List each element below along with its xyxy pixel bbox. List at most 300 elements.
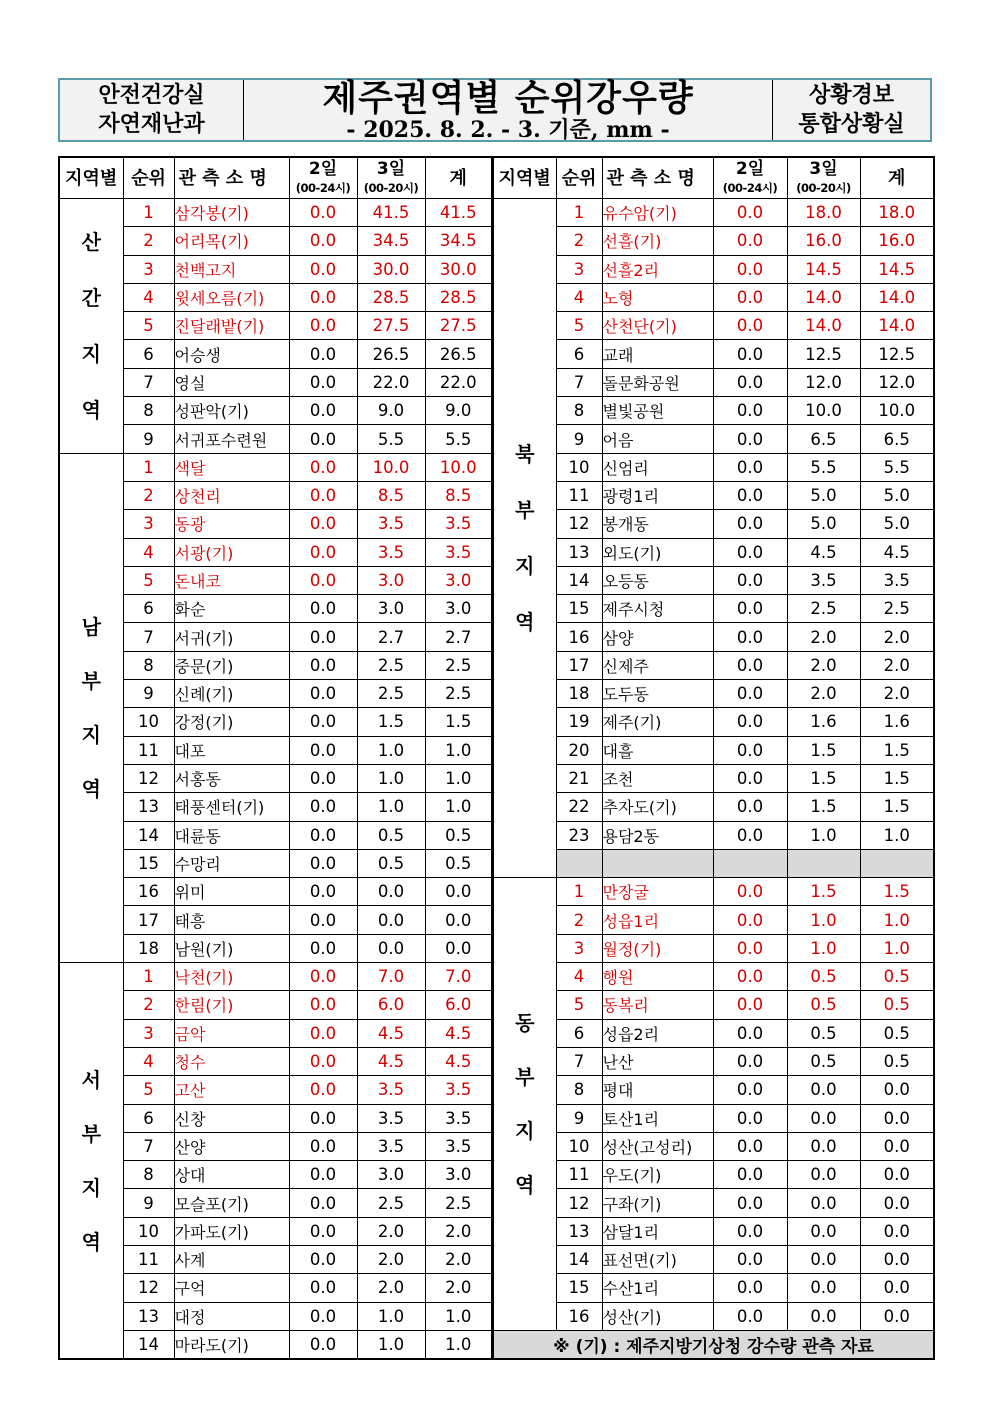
day1-rain: 0.0 xyxy=(289,199,357,227)
station-name: 상천리 xyxy=(174,481,289,509)
station-name: 외도(기) xyxy=(602,538,713,566)
station-name: 진달래밭(기) xyxy=(174,312,289,340)
day1-rain: 0.0 xyxy=(713,651,787,679)
total-rain: 3.5 xyxy=(425,1132,492,1160)
rank-cell: 11 xyxy=(123,1245,174,1273)
table-row xyxy=(493,934,934,962)
region-char: 북 xyxy=(515,442,535,467)
station-name: 삼양 xyxy=(602,623,713,651)
day1-rain: 0.0 xyxy=(713,566,787,594)
total-rain: 30.0 xyxy=(425,255,492,283)
day2-rain: 3.5 xyxy=(357,510,425,538)
total-rain: 12.5 xyxy=(860,340,934,368)
station-name: 용담2동 xyxy=(602,821,713,849)
day1-rain: 0.0 xyxy=(713,934,787,962)
day2-rain: 3.5 xyxy=(787,566,860,594)
table-row xyxy=(59,623,492,651)
rank-cell: 1 xyxy=(123,453,174,481)
station-name: 수망리 xyxy=(174,849,289,877)
day1-rain: 0.0 xyxy=(289,764,357,792)
table-row xyxy=(493,736,934,764)
day2-rain: 1.0 xyxy=(357,1302,425,1330)
station-name: 어음 xyxy=(602,425,713,453)
table-row xyxy=(59,1330,492,1359)
day2-rain: 0.5 xyxy=(787,963,860,991)
total-rain: 1.0 xyxy=(425,1302,492,1330)
day2-rain: 0.0 xyxy=(787,1217,860,1245)
rank-cell: 15 xyxy=(556,1274,602,1302)
day1-rain: 0.0 xyxy=(289,1302,357,1330)
blank-cell xyxy=(787,849,860,877)
total-rain: 34.5 xyxy=(425,227,492,255)
table-row xyxy=(493,1245,934,1273)
region-label-north xyxy=(493,199,556,878)
table-row xyxy=(493,425,934,453)
rank-cell: 11 xyxy=(123,736,174,764)
rank-cell: 2 xyxy=(123,481,174,509)
station-name: 유수암(기) xyxy=(602,199,713,227)
day1-rain: 0.0 xyxy=(289,227,357,255)
station-name: 추자도(기) xyxy=(602,793,713,821)
day1-rain: 0.0 xyxy=(713,510,787,538)
rank-cell: 10 xyxy=(556,453,602,481)
total-rain: 1.0 xyxy=(425,736,492,764)
table-row xyxy=(493,764,934,792)
day1-rain: 0.0 xyxy=(289,481,357,509)
table-row xyxy=(493,963,934,991)
day1-rain: 0.0 xyxy=(713,1076,787,1104)
table-row xyxy=(59,708,492,736)
station-name: 강정(기) xyxy=(174,708,289,736)
table-row xyxy=(493,1161,934,1189)
day2-rain: 5.0 xyxy=(787,481,860,509)
day1-rain: 0.0 xyxy=(289,1274,357,1302)
table-row xyxy=(59,878,492,906)
region-char: 지 xyxy=(81,341,101,366)
rank-cell: 15 xyxy=(556,595,602,623)
day1-rain: 0.0 xyxy=(713,1047,787,1075)
day1-rain: 0.0 xyxy=(289,963,357,991)
table-row xyxy=(493,538,934,566)
rank-cell: 3 xyxy=(556,255,602,283)
station-name: 광령1리 xyxy=(602,481,713,509)
total-rain: 10.0 xyxy=(860,397,934,425)
rank-cell: 10 xyxy=(123,1217,174,1245)
total-rain: 6.0 xyxy=(425,991,492,1019)
day2-rain: 0.0 xyxy=(787,1132,860,1160)
rank-cell: 4 xyxy=(123,283,174,311)
day2-rain: 2.0 xyxy=(787,651,860,679)
rank-cell: 9 xyxy=(123,680,174,708)
rank-cell: 17 xyxy=(556,651,602,679)
table-row xyxy=(493,1217,934,1245)
rank-cell: 1 xyxy=(556,199,602,227)
table-row xyxy=(493,1104,934,1132)
rank-cell: 2 xyxy=(123,991,174,1019)
table-row xyxy=(493,651,934,679)
day1-rain: 0.0 xyxy=(713,680,787,708)
station-name: 봉개동 xyxy=(602,510,713,538)
total-rain: 0.0 xyxy=(860,1076,934,1104)
day2-rain: 18.0 xyxy=(787,199,860,227)
total-rain: 7.0 xyxy=(425,963,492,991)
station-name: 사계 xyxy=(174,1245,289,1273)
table-row xyxy=(493,340,934,368)
total-rain: 2.0 xyxy=(860,651,934,679)
day1-rain: 0.0 xyxy=(713,1104,787,1132)
station-name: 가파도(기) xyxy=(174,1217,289,1245)
station-name: 고산 xyxy=(174,1076,289,1104)
rank-cell: 5 xyxy=(123,566,174,594)
total-rain: 0.0 xyxy=(860,1302,934,1330)
day1-rain: 0.0 xyxy=(289,1076,357,1104)
day1-rain: 0.0 xyxy=(289,397,357,425)
day1-rain: 0.0 xyxy=(289,906,357,934)
station-name: 신례(기) xyxy=(174,680,289,708)
day2-rain: 9.0 xyxy=(357,397,425,425)
total-rain: 27.5 xyxy=(425,312,492,340)
total-rain: 2.0 xyxy=(425,1217,492,1245)
region-char: 역 xyxy=(81,1229,101,1254)
region-char: 간 xyxy=(81,285,101,310)
rank-cell: 1 xyxy=(123,963,174,991)
total-rain: 1.5 xyxy=(860,764,934,792)
day2-rain: 1.0 xyxy=(357,793,425,821)
day2-rain: 3.0 xyxy=(357,1161,425,1189)
station-name: 서귀포수련원 xyxy=(174,425,289,453)
total-rain: 8.5 xyxy=(425,481,492,509)
day1-rain: 0.0 xyxy=(289,991,357,1019)
station-name: 월정(기) xyxy=(602,934,713,962)
station-name: 색달 xyxy=(174,453,289,481)
page-subtitle: - 2025. 8. 2. - 3. 기준, mm - xyxy=(346,117,670,143)
report-header xyxy=(58,78,932,142)
day2-rain: 1.5 xyxy=(357,708,425,736)
col-total: 계 xyxy=(860,157,934,199)
station-name: 산천단(기) xyxy=(602,312,713,340)
station-name: 선흘(기) xyxy=(602,227,713,255)
station-name: 신제주 xyxy=(602,651,713,679)
total-rain: 5.0 xyxy=(860,481,934,509)
region-char: 부 xyxy=(515,498,535,523)
day2-rain: 0.0 xyxy=(787,1245,860,1273)
day2-rain: 28.5 xyxy=(357,283,425,311)
blank-row xyxy=(493,849,934,877)
station-name: 조천 xyxy=(602,764,713,792)
day2-rain: 2.0 xyxy=(357,1274,425,1302)
day2-rain: 5.0 xyxy=(787,510,860,538)
rank-cell: 2 xyxy=(556,906,602,934)
rank-cell: 13 xyxy=(556,1217,602,1245)
station-name: 남원(기) xyxy=(174,934,289,962)
station-name: 노형 xyxy=(602,283,713,311)
footnote-row xyxy=(493,1330,934,1359)
total-rain: 1.0 xyxy=(425,1330,492,1359)
day2-rain: 10.0 xyxy=(787,397,860,425)
office-line1: 상황경보 xyxy=(808,83,894,108)
day2-rain: 0.5 xyxy=(357,821,425,849)
rank-cell: 7 xyxy=(123,623,174,651)
region-char: 남 xyxy=(81,614,101,639)
rank-cell: 13 xyxy=(123,1302,174,1330)
total-rain: 5.0 xyxy=(860,510,934,538)
day2-rain: 0.0 xyxy=(787,1274,860,1302)
day2-rain: 4.5 xyxy=(357,1019,425,1047)
total-rain: 2.5 xyxy=(425,1189,492,1217)
table-row xyxy=(59,312,492,340)
col-total: 계 xyxy=(425,157,492,199)
total-rain: 3.5 xyxy=(425,510,492,538)
day1-rain: 0.0 xyxy=(713,963,787,991)
rank-cell: 14 xyxy=(556,1245,602,1273)
total-rain: 41.5 xyxy=(425,199,492,227)
rank-cell: 3 xyxy=(556,934,602,962)
total-rain: 1.0 xyxy=(860,821,934,849)
rank-cell: 11 xyxy=(556,1161,602,1189)
day1-rain: 0.0 xyxy=(289,651,357,679)
station-name: 성판악(기) xyxy=(174,397,289,425)
day1-rain: 0.0 xyxy=(713,793,787,821)
total-rain: 22.0 xyxy=(425,368,492,396)
day1-rain: 0.0 xyxy=(289,793,357,821)
station-name: 삼각봉(기) xyxy=(174,199,289,227)
day1-rain: 0.0 xyxy=(713,312,787,340)
total-rain: 2.5 xyxy=(425,651,492,679)
rank-cell: 3 xyxy=(123,255,174,283)
rainfall-table-right xyxy=(492,156,935,1360)
total-rain: 1.0 xyxy=(860,906,934,934)
table-row xyxy=(493,227,934,255)
rank-cell: 12 xyxy=(556,1189,602,1217)
blank-cell xyxy=(860,849,934,877)
table-row xyxy=(59,397,492,425)
total-rain: 4.5 xyxy=(860,538,934,566)
day1-rain: 0.0 xyxy=(713,708,787,736)
day1-rain: 0.0 xyxy=(289,453,357,481)
region-char: 부 xyxy=(81,668,101,693)
day2-rain: 8.5 xyxy=(357,481,425,509)
station-name: 삼달1리 xyxy=(602,1217,713,1245)
total-rain: 1.5 xyxy=(425,708,492,736)
day2-rain: 1.5 xyxy=(787,878,860,906)
region-char: 역 xyxy=(515,1173,535,1197)
table-row xyxy=(59,368,492,396)
table-row xyxy=(493,1132,934,1160)
station-name: 행원 xyxy=(602,963,713,991)
office-box xyxy=(772,80,930,140)
table-row xyxy=(59,199,492,227)
station-name: 낙천(기) xyxy=(174,963,289,991)
total-rain: 14.5 xyxy=(860,255,934,283)
day1-rain: 0.0 xyxy=(289,538,357,566)
day2-rain: 0.0 xyxy=(787,1104,860,1132)
day1-rain: 0.0 xyxy=(289,1189,357,1217)
day1-rain: 0.0 xyxy=(289,1019,357,1047)
station-name: 성읍1리 xyxy=(602,906,713,934)
rank-cell: 9 xyxy=(123,1189,174,1217)
table-row xyxy=(493,368,934,396)
table-row xyxy=(493,1047,934,1075)
day1-rain: 0.0 xyxy=(713,538,787,566)
day1-rain: 0.0 xyxy=(289,878,357,906)
rank-cell: 12 xyxy=(123,764,174,792)
day2-rain: 0.0 xyxy=(787,1161,860,1189)
table-row xyxy=(493,566,934,594)
station-name: 위미 xyxy=(174,878,289,906)
day2-rain: 14.0 xyxy=(787,312,860,340)
table-row xyxy=(59,1217,492,1245)
total-rain: 0.5 xyxy=(860,963,934,991)
rank-cell: 6 xyxy=(556,340,602,368)
table-row xyxy=(59,255,492,283)
table-row xyxy=(59,1245,492,1273)
station-name: 신창 xyxy=(174,1104,289,1132)
footnote: ※ (기) : 제주지방기상청 강수량 관측 자료 xyxy=(493,1330,934,1359)
day1-rain: 0.0 xyxy=(713,453,787,481)
day1-rain: 0.0 xyxy=(289,1132,357,1160)
total-rain: 0.0 xyxy=(860,1245,934,1273)
total-rain: 1.5 xyxy=(860,878,934,906)
total-rain: 1.6 xyxy=(860,708,934,736)
region-label-south xyxy=(59,453,123,962)
day1-rain: 0.0 xyxy=(713,199,787,227)
rank-cell: 8 xyxy=(123,1161,174,1189)
department-line1: 안전건강실 xyxy=(98,83,205,108)
table-row xyxy=(59,906,492,934)
day1-rain: 0.0 xyxy=(713,595,787,623)
day2-rain: 0.5 xyxy=(787,1047,860,1075)
rank-cell: 16 xyxy=(123,878,174,906)
table-row xyxy=(493,312,934,340)
day1-rain: 0.0 xyxy=(289,1245,357,1273)
table-row xyxy=(59,510,492,538)
department-box xyxy=(60,80,244,140)
station-name: 한림(기) xyxy=(174,991,289,1019)
table-row xyxy=(493,1302,934,1330)
rank-cell: 22 xyxy=(556,793,602,821)
rank-cell: 4 xyxy=(123,1047,174,1075)
table-row xyxy=(59,595,492,623)
total-rain: 1.0 xyxy=(425,764,492,792)
station-name: 신엄리 xyxy=(602,453,713,481)
total-rain: 1.0 xyxy=(425,793,492,821)
total-rain: 14.0 xyxy=(860,312,934,340)
day1-rain: 0.0 xyxy=(289,340,357,368)
table-row xyxy=(493,453,934,481)
title-box xyxy=(243,78,773,143)
col-day2: 3일 (00-20시) xyxy=(787,157,860,199)
station-name: 서광(기) xyxy=(174,538,289,566)
station-name: 돌문화공원 xyxy=(602,368,713,396)
rank-cell: 12 xyxy=(556,510,602,538)
rank-cell: 5 xyxy=(556,991,602,1019)
total-rain: 0.0 xyxy=(425,878,492,906)
day2-rain: 1.0 xyxy=(787,934,860,962)
total-rain: 2.0 xyxy=(860,680,934,708)
rank-cell: 13 xyxy=(556,538,602,566)
day2-rain: 12.0 xyxy=(787,368,860,396)
rank-cell: 6 xyxy=(123,1104,174,1132)
station-name: 태흥 xyxy=(174,906,289,934)
station-name: 선흘2리 xyxy=(602,255,713,283)
day1-rain: 0.0 xyxy=(289,1104,357,1132)
col-day2: 3일 (00-20시) xyxy=(357,157,425,199)
day2-rain: 2.5 xyxy=(357,680,425,708)
station-name: 성산(고성리) xyxy=(602,1132,713,1160)
station-name: 동복리 xyxy=(602,991,713,1019)
rank-cell: 6 xyxy=(123,595,174,623)
table-row xyxy=(59,538,492,566)
table-row xyxy=(493,878,934,906)
table-row xyxy=(59,1274,492,1302)
rank-cell: 15 xyxy=(123,849,174,877)
station-name: 구좌(기) xyxy=(602,1189,713,1217)
blank-cell xyxy=(713,849,787,877)
rainfall-table-left xyxy=(58,156,493,1360)
col-day1: 2일 (00-24시) xyxy=(713,157,787,199)
day2-rain: 0.0 xyxy=(787,1076,860,1104)
col-rank: 순위 xyxy=(556,157,602,199)
region-char: 부 xyxy=(515,1065,535,1089)
day1-rain: 0.0 xyxy=(713,1245,787,1273)
rank-cell: 5 xyxy=(123,1076,174,1104)
region-label-mountain xyxy=(59,199,123,454)
station-name: 영실 xyxy=(174,368,289,396)
day2-rain: 3.5 xyxy=(357,1132,425,1160)
day1-rain: 0.0 xyxy=(713,1161,787,1189)
total-rain: 4.5 xyxy=(425,1019,492,1047)
total-rain: 2.5 xyxy=(860,595,934,623)
day2-rain: 0.5 xyxy=(787,1019,860,1047)
rank-cell: 9 xyxy=(556,1104,602,1132)
station-name: 성산(기) xyxy=(602,1302,713,1330)
rank-cell: 3 xyxy=(123,1019,174,1047)
day2-rain: 27.5 xyxy=(357,312,425,340)
day1-rain: 0.0 xyxy=(289,1330,357,1359)
rank-cell: 14 xyxy=(556,566,602,594)
station-name: 도두동 xyxy=(602,680,713,708)
rank-cell: 17 xyxy=(123,906,174,934)
region-label-east xyxy=(493,878,556,1331)
rank-cell: 8 xyxy=(556,1076,602,1104)
day2-rain: 1.5 xyxy=(787,736,860,764)
region-label-west xyxy=(59,963,123,1360)
table-row xyxy=(493,481,934,509)
station-name: 제주시청 xyxy=(602,595,713,623)
day1-rain: 0.0 xyxy=(289,510,357,538)
rank-cell: 4 xyxy=(556,283,602,311)
total-rain: 3.5 xyxy=(425,1104,492,1132)
day1-rain: 0.0 xyxy=(713,397,787,425)
day1-rain: 0.0 xyxy=(713,1217,787,1245)
station-name: 난산 xyxy=(602,1047,713,1075)
total-rain: 2.7 xyxy=(425,623,492,651)
station-name: 중문(기) xyxy=(174,651,289,679)
rank-cell: 19 xyxy=(556,708,602,736)
day2-rain: 22.0 xyxy=(357,368,425,396)
table-row xyxy=(493,1274,934,1302)
rank-cell: 10 xyxy=(556,1132,602,1160)
blank-cell xyxy=(556,849,602,877)
rank-cell: 8 xyxy=(123,397,174,425)
station-name: 청수 xyxy=(174,1047,289,1075)
day1-rain: 0.0 xyxy=(289,595,357,623)
day2-rain: 0.0 xyxy=(357,906,425,934)
day2-rain: 6.5 xyxy=(787,425,860,453)
day1-rain: 0.0 xyxy=(713,1274,787,1302)
station-name: 표선면(기) xyxy=(602,1245,713,1273)
rank-cell: 21 xyxy=(556,764,602,792)
